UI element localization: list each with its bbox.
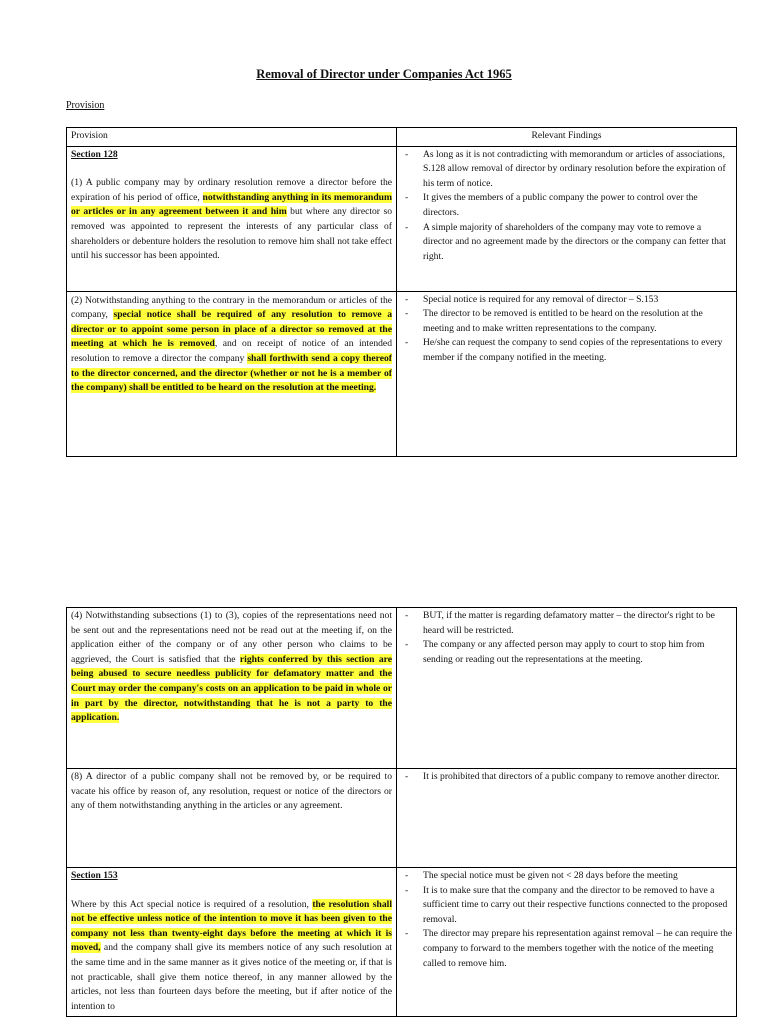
provision-cell	[67, 868, 397, 1017]
provision-text	[71, 294, 392, 396]
table-row	[67, 146, 737, 291]
provision-text-segment: (2) Notwithstanding anything to the contrary in the memorandum or articles of the company,	[71, 294, 392, 321]
finding-item: - The director may prepare his representation against removal – he can require the company to forward to the members together with the notice of the meeting called to remove him.	[401, 927, 732, 971]
findings-list	[401, 609, 732, 667]
provision-text-segment: (1) A public company may by ordinary resolution remove a director before the expiration of his period of office,	[71, 177, 392, 203]
finding-item: - It gives the members of a public company the power to control over the directors.	[401, 191, 732, 220]
findings-cell	[397, 769, 737, 868]
provision-cell	[67, 291, 397, 456]
document-title: Removal of Director under Companies Act 1965	[256, 67, 512, 81]
table-row	[67, 608, 737, 769]
finding-item: - He/she can request the company to send copies of the representations to every member if the company notified in the meeting.	[401, 336, 732, 365]
finding-item: - A simple majority of shareholders of the company may vote to remove a director and no agreement made by the directors or the company can fetter that right.	[401, 221, 732, 265]
findings-cell	[397, 291, 737, 456]
provision-text-segment: (4) Notwithstanding subsections (1) to (3), copies of the representations need not be sent out and the representations need not be read out at the meeting if, on the application either of the company or of any other person who claims to be aggrieved, the Court is satisfied that the	[71, 610, 392, 665]
provision-text-segment: but where any director so removed was appointed to represent the interests of any particular class of shareholders or debenture holders the resolution to remove him shall not take effect until his successor has been appointed.	[71, 206, 392, 262]
header-provision: Provision	[67, 128, 397, 147]
findings-list	[401, 293, 732, 366]
findings-list	[401, 148, 732, 265]
table-row	[67, 769, 737, 868]
provisions-table-2	[66, 607, 737, 1017]
highlighted-text: special notice shall be required of any resolution to remove a director or to appoint some person in place of a director so removed at the meeting at which he is removed	[71, 309, 392, 350]
finding-item: - It is to make sure that the company and the director to be removed to have a sufficient time to carry out their respective functions connected to the proposed removal.	[401, 884, 732, 928]
provision-text-segment: , and on receipt of notice of an intended resolution to remove a director the company	[71, 338, 392, 364]
findings-list	[401, 869, 732, 971]
findings-cell	[397, 608, 737, 769]
findings-cell	[397, 868, 737, 1017]
findings-list	[401, 770, 732, 785]
section-label: Provision	[66, 100, 105, 111]
provision-cell	[67, 146, 397, 291]
provision-text-segment: (8) A director of a public company shall not be removed by, or be required to vacate his office by reason of, any resolution, request or notice of the directors or any of them notwithstanding anything in the articles or any agreement.	[71, 771, 392, 812]
finding-item: - The director to be removed is entitled to be heard on the resolution at the meeting and to make written representations to the company.	[401, 307, 732, 336]
provision-cell	[67, 769, 397, 868]
provision-text	[71, 770, 392, 814]
header-relevant-findings: Relevant Findings	[397, 128, 737, 147]
finding-item: - As long as it is not contradicting with memorandum or articles of associations, S.128 allow removal of director by ordinary resolution before the expiration of his term of notice.	[401, 148, 732, 192]
section-heading: Section 153	[71, 870, 118, 881]
table-row	[67, 291, 737, 456]
findings-cell	[397, 146, 737, 291]
provision-text-segment: Where by this Act special notice is required of a resolution,	[71, 898, 313, 910]
finding-item: - BUT, if the matter is regarding defamatory matter – the director's right to be heard will be restricted.	[401, 609, 732, 638]
section-heading: Section 128	[71, 148, 118, 160]
provision-text	[71, 176, 392, 264]
provisions-table-1	[66, 127, 737, 457]
finding-item: - The special notice must be given not < 28 days before the meeting	[401, 869, 732, 884]
highlighted-text: notwithstanding anything in its memorandum or articles or in any agreement between it and him	[71, 191, 392, 218]
table-row	[67, 868, 737, 1017]
finding-item: - It is prohibited that directors of a public company to remove another director.	[401, 770, 732, 785]
finding-item: - Special notice is required for any removal of director – S.153	[401, 293, 732, 308]
highlighted-text: rights conferred by this section are being abused to secure needless publicity for defamatory matter and the Court may order the company's costs on an application to be paid in whole or in part by the director, notwithstanding that he is not a party to the application.	[71, 653, 392, 724]
provision-cell	[67, 608, 397, 769]
highlighted-text: shall forthwith send a copy thereof to the director concerned, and the director (whether or not he is a member of the company) shall be entitled to be heard on the resolution at the meeting.	[71, 352, 392, 394]
highlighted-text: the resolution shall not be effective unless notice of the intention to move it has been given to the company not less than twenty-eight days before the meeting at which it is moved,	[71, 898, 392, 954]
provision-text	[71, 609, 392, 726]
provision-text	[71, 898, 392, 1015]
finding-item: - The company or any affected person may apply to court to stop him from sending or reading out the representations at the meeting.	[401, 638, 732, 667]
table-header-row	[67, 128, 737, 147]
provision-text-segment: and the company shall give its members notice of any such resolution at the same time and in the same manner as it gives notice of the meeting or, if that is not practicable, shall give them notice thereof, in any manner allowed by the articles, not less than fourteen days before the meeting, but if after notice of the intention to	[71, 942, 392, 1012]
